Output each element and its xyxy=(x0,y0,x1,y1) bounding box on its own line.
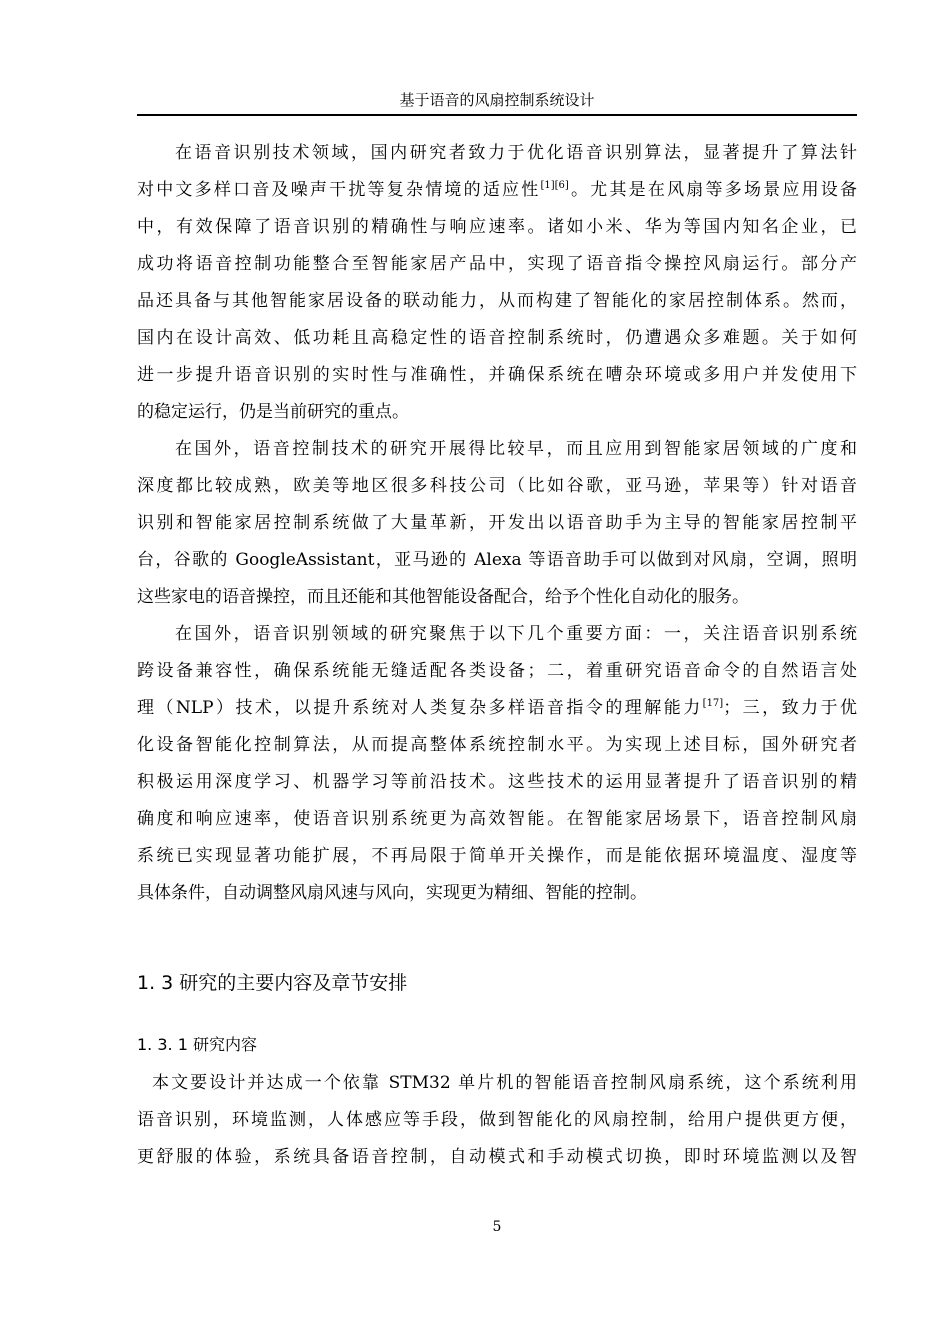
paragraph-line xyxy=(137,175,857,205)
subsection-heading: 1. 3. 1 研究内容 xyxy=(137,1035,257,1054)
paragraph-line: 中，有效保障了语音识别的精确性与响应速率。诸如小米、华为等国内知名企业，已 xyxy=(137,217,857,237)
citation: [1][6] xyxy=(540,180,569,191)
line-text: 理（NLP）技术，以提升系统对人类复杂多样语音指令的理解能力 xyxy=(137,698,703,718)
line-text: 对中文多样口音及噪声干扰等复杂情境的适应性 xyxy=(137,180,541,200)
paragraph-line: 化设备智能化控制算法，从而提高整体系统控制水平。为实现上述目标，国外研究者 xyxy=(137,735,857,755)
paragraph-line: 品还具备与其他智能家居设备的联动能力，从而构建了智能化的家居控制体系。然而， xyxy=(137,291,857,311)
paragraph-line: 台，谷歌的 GoogleAssistant，亚马逊的 Alexa 等语音助手可以做到对风扇，空调，照明 xyxy=(137,550,857,570)
paragraph-line: 国内在设计高效、低功耗且高稳定性的语音控制系统时，仍遭遇众多难题。关于如何 xyxy=(137,328,857,348)
paragraph-line: 这些家电的语音操控，而且还能和其他智能设备配合，给予个性化自动化的服务。 xyxy=(137,587,749,607)
paragraph-line: 识别和智能家居控制系统做了大量革新，开发出以语音助手为主导的智能家居控制平 xyxy=(137,513,857,533)
paragraph-line: 在国外，语音识别领域的研究聚焦于以下几个重要方面：一，关注语音识别系统 xyxy=(175,624,857,644)
paragraph-line xyxy=(137,693,857,723)
citation: [17] xyxy=(702,698,724,709)
page-number: 5 xyxy=(492,1219,502,1235)
paragraph-line: 本文要设计并达成一个依靠 STM32 单片机的智能语音控制风扇系统，这个系统利用 xyxy=(152,1073,857,1093)
line-text: 。尤其是在风扇等多场景应用设备 xyxy=(568,180,858,200)
section-heading: 1. 3 研究的主要内容及章节安排 xyxy=(137,972,408,994)
paragraph-line: 确度和响应速率，使语音识别系统更为高效智能。在智能家居场景下，语音控制风扇 xyxy=(137,809,857,829)
header-rule xyxy=(137,114,857,116)
paragraph-line: 积极运用深度学习、机器学习等前沿技术。这些技术的运用显著提升了语音识别的精 xyxy=(137,772,857,792)
paragraph-line: 在国外，语音控制技术的研究开展得比较早，而且应用到智能家居领域的广度和 xyxy=(175,439,857,459)
paragraph-line: 语音识别，环境监测，人体感应等手段，做到智能化的风扇控制，给用户提供更方便， xyxy=(137,1110,857,1130)
paragraph-line: 深度都比较成熟，欧美等地区很多科技公司（比如谷歌，亚马逊，苹果等）针对语音 xyxy=(137,476,857,496)
paragraph-line: 系统已实现显著功能扩展，不再局限于简单开关操作，而是能依据环境温度、湿度等 xyxy=(137,846,857,866)
paragraph-line: 在语音识别技术领域，国内研究者致力于优化语音识别算法，显著提升了算法针 xyxy=(175,143,857,163)
paragraph-line: 的稳定运行，仍是当前研究的重点。 xyxy=(137,402,409,422)
running-header: 基于语音的风扇控制系统设计 xyxy=(399,91,595,109)
paragraph-line: 更舒服的体验，系统具备语音控制，自动模式和手动模式切换，即时环境监测以及智 xyxy=(137,1147,857,1167)
paragraph-line: 成功将语音控制功能整合至智能家居产品中，实现了语音指令操控风扇运行。部分产 xyxy=(137,254,857,274)
paragraph-line: 进一步提升语音识别的实时性与准确性，并确保系统在嘈杂环境或多用户并发使用下 xyxy=(137,365,857,385)
line-text: ；三，致力于优 xyxy=(723,698,858,718)
paragraph-line: 具体条件，自动调整风扇风速与风向，实现更为精细、智能的控制。 xyxy=(137,883,647,903)
paragraph-line: 跨设备兼容性，确保系统能无缝适配各类设备；二，着重研究语音命令的自然语言处 xyxy=(137,661,857,681)
